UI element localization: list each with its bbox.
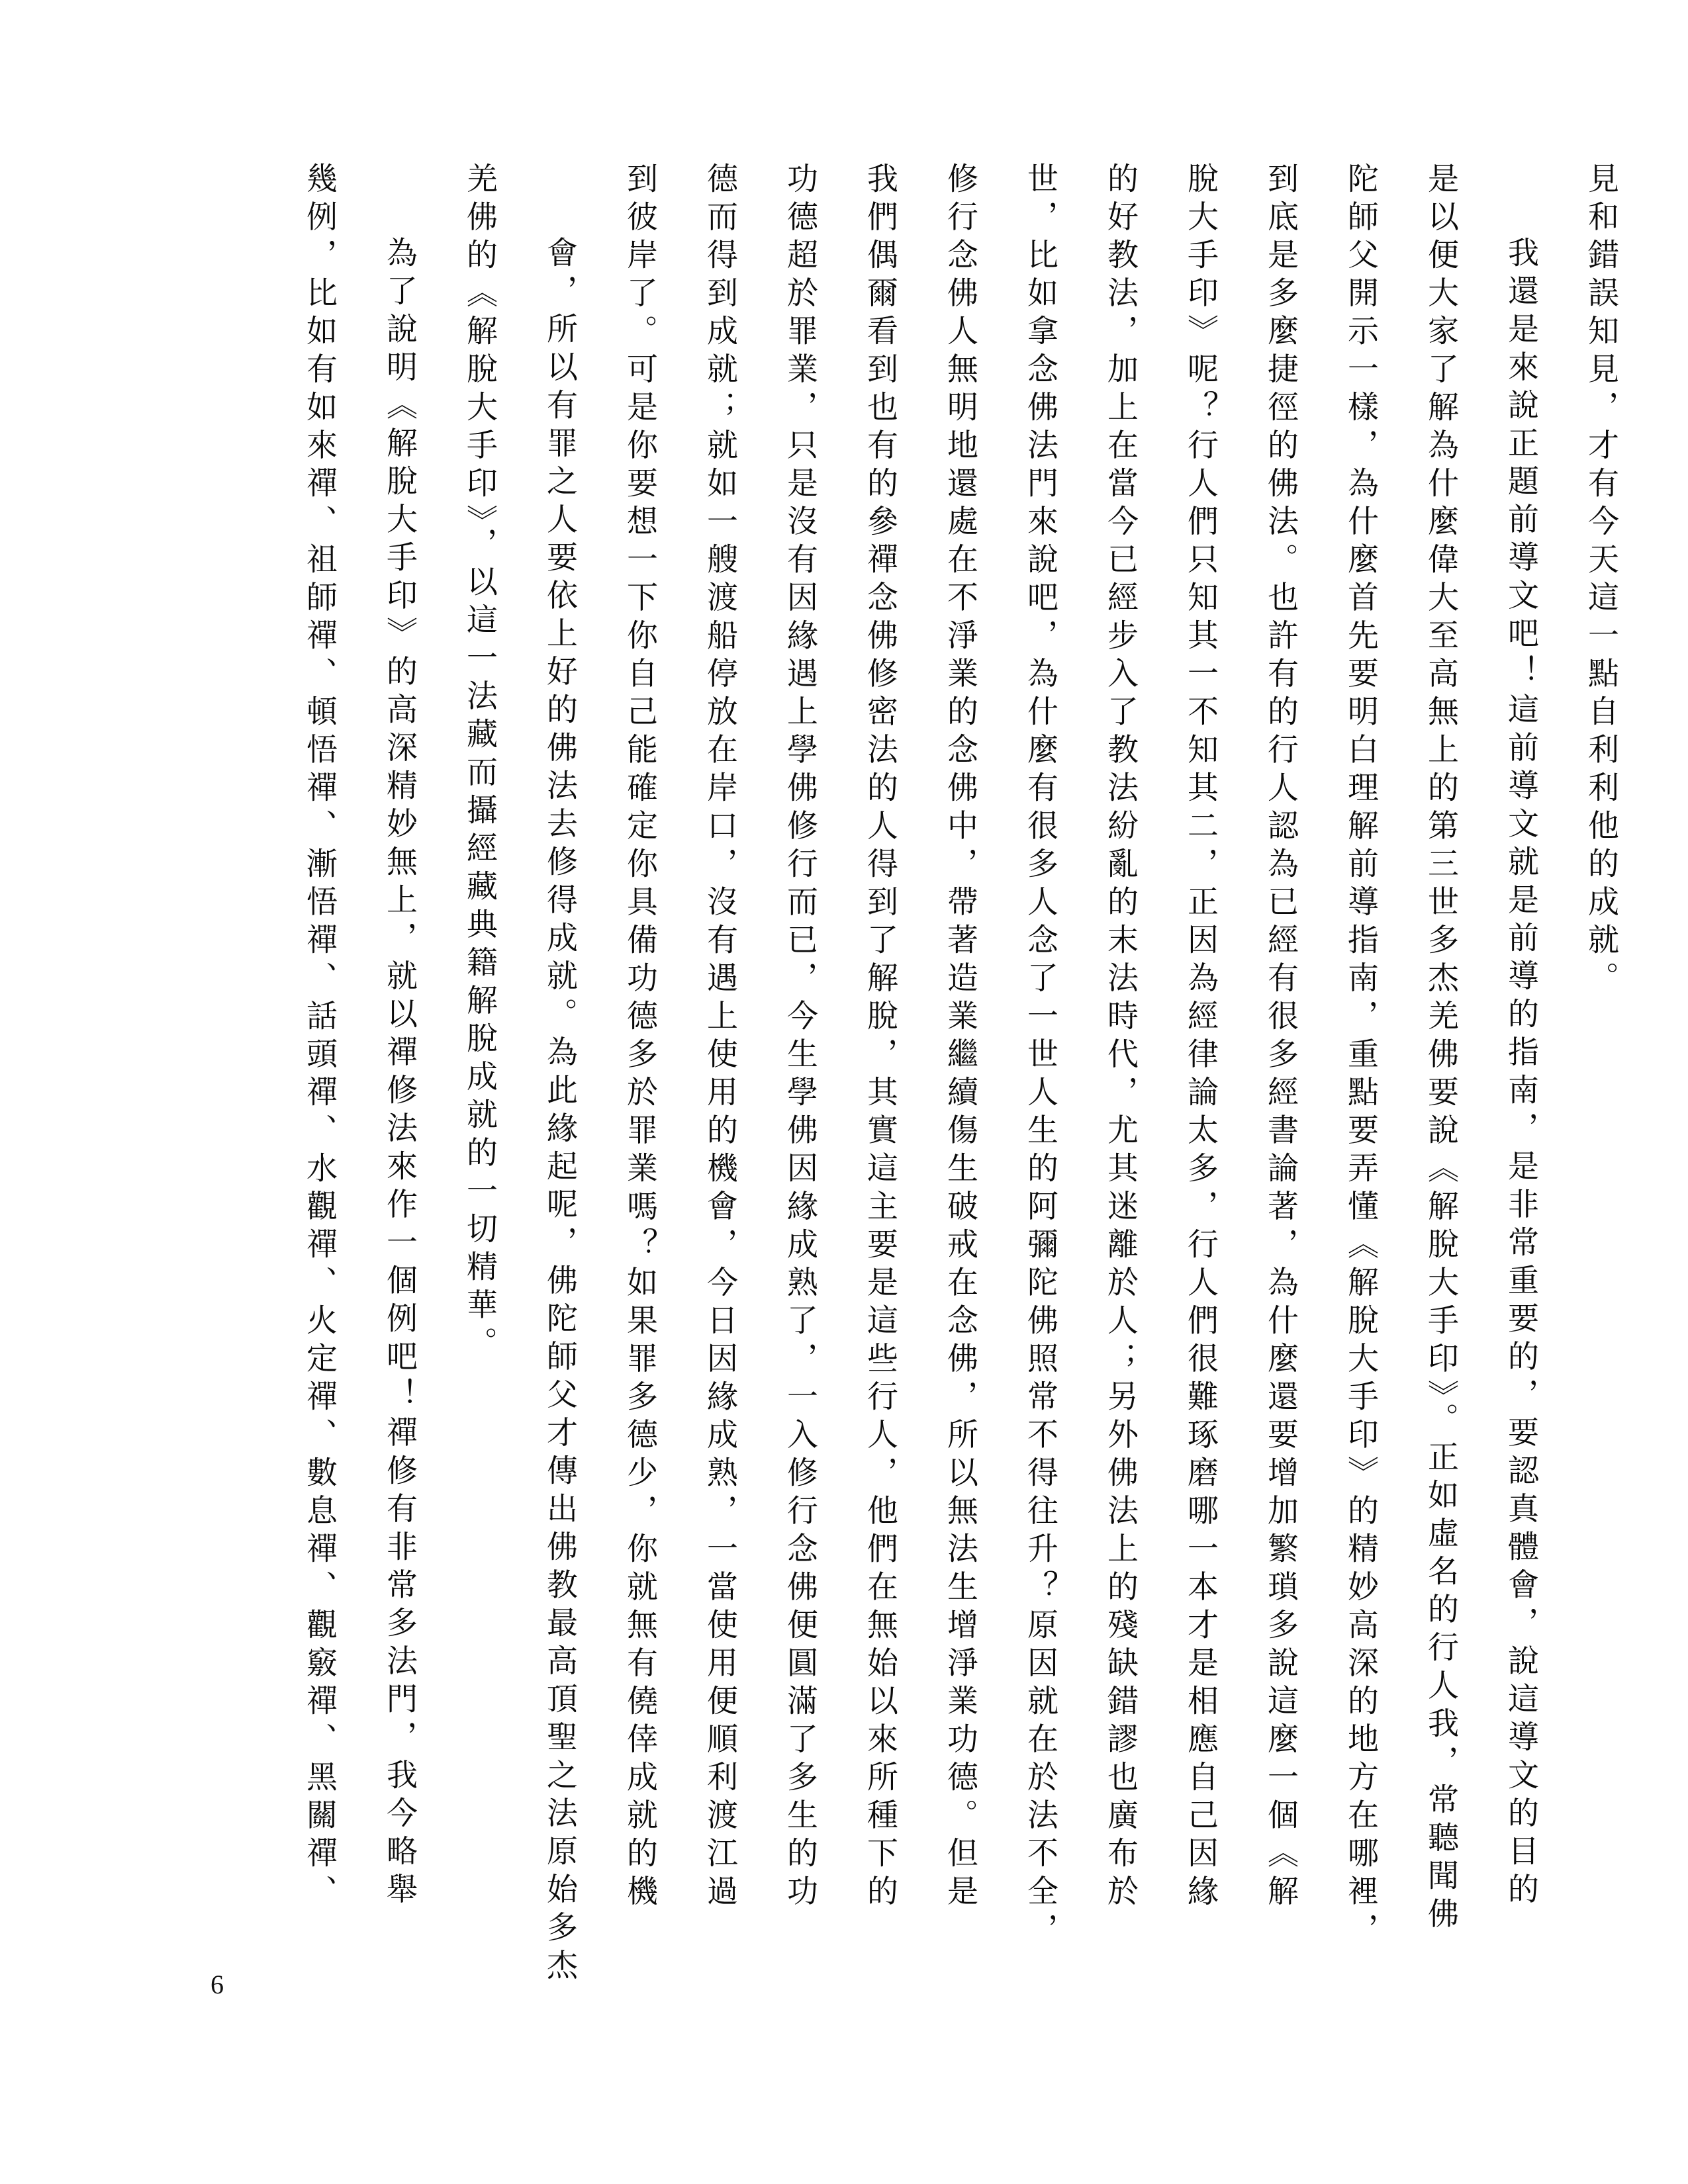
text-column: 會，所以有罪之人要依上好的佛法去修得成就。為此緣起呢，佛陀師父才傳出佛教最高頂聖之法原始多杰 (541, 236, 578, 1987)
text-column: 見和錯誤知見，才有今天這一點自利利他的成就。 (1583, 162, 1619, 999)
text-column: 是以便大家了解為什麼偉大至高無上的第三世多杰羌佛要說《解脫大手印》。正如虛名的行人我，常聽聞佛 (1423, 162, 1459, 1935)
text-column: 脫大手印》呢？行人們只知其一不知其二，正因為經律論太多，行人們很難琢磨哪一本才是相應自己因緣 (1182, 162, 1219, 1913)
page-number: 6 (211, 1970, 224, 1999)
text-column: 我還是來說正題前導文吧！這前導文就是前導的指南，是非常重要的，要認真體會，說這導文的目的 (1503, 236, 1539, 1911)
text-column: 功德超於罪業，只是沒有因緣遇上學佛修行而已，今生學佛因緣成熟了，一入修行念佛便圓滿了多生的功 (782, 162, 818, 1913)
text-column: 羌佛的《解脫大手印》，以這一法藏而攝經藏典籍解脫成就的一切精華。 (461, 162, 498, 1365)
text-column: 到底是多麼捷徑的佛法。也許有的行人認為已經有很多經書論著，為什麼還要增加繁瑣多說這麼一個《解 (1262, 162, 1299, 1913)
text-column: 幾例，比如有如來禪、祖師禪、頓悟禪、漸悟禪、話頭禪、水觀禪、火定禪、數息禪、觀竅禪、黑關禪、 (301, 162, 338, 1913)
text-column: 的好教法，加上在當今已經步入了教法紛亂的末法時代，尤其迷離於人；另外佛法上的殘缺錯謬也廣布於 (1102, 162, 1139, 1913)
text-column: 世，比如拿念佛法門來說吧，為什麼有很多人念了一世人生的阿彌陀佛照常不得往升？原因就在於法不全， (1022, 162, 1058, 1951)
text-column: 為了說明《解脫大手印》的高深精妙無上，就以禪修法來作一個例吧！禪修有非常多法門，我今略舉 (381, 236, 418, 1911)
vertical-text-body (218, 162, 1617, 2154)
text-column: 陀師父開示一樣，為什麼首先要明白理解前導指南，重點要弄懂《解脫大手印》的精妙高深的地方在哪裡， (1342, 162, 1379, 1951)
text-column: 我們偶爾看到也有的參禪念佛修密法的人得到了解脫，其實這主要是這些行人，他們在無始以來所種下的 (862, 162, 898, 1913)
text-column: 修行念佛人無明地還處在不淨業的念佛中，帶著造業繼續傷生破戒在念佛，所以無法生增淨業功德。但是 (942, 162, 978, 1913)
text-column: 到彼岸了。可是你要想一下你自己能確定你具備功德多於罪業嗎？如果罪多德少，你就無有僥倖成就的機 (622, 162, 658, 1913)
text-column: 德而得到成就；就如一艘渡船停放在岸口，沒有遇上使用的機會，今日因緣成熟，一當使用便順利渡江過 (702, 162, 738, 1913)
